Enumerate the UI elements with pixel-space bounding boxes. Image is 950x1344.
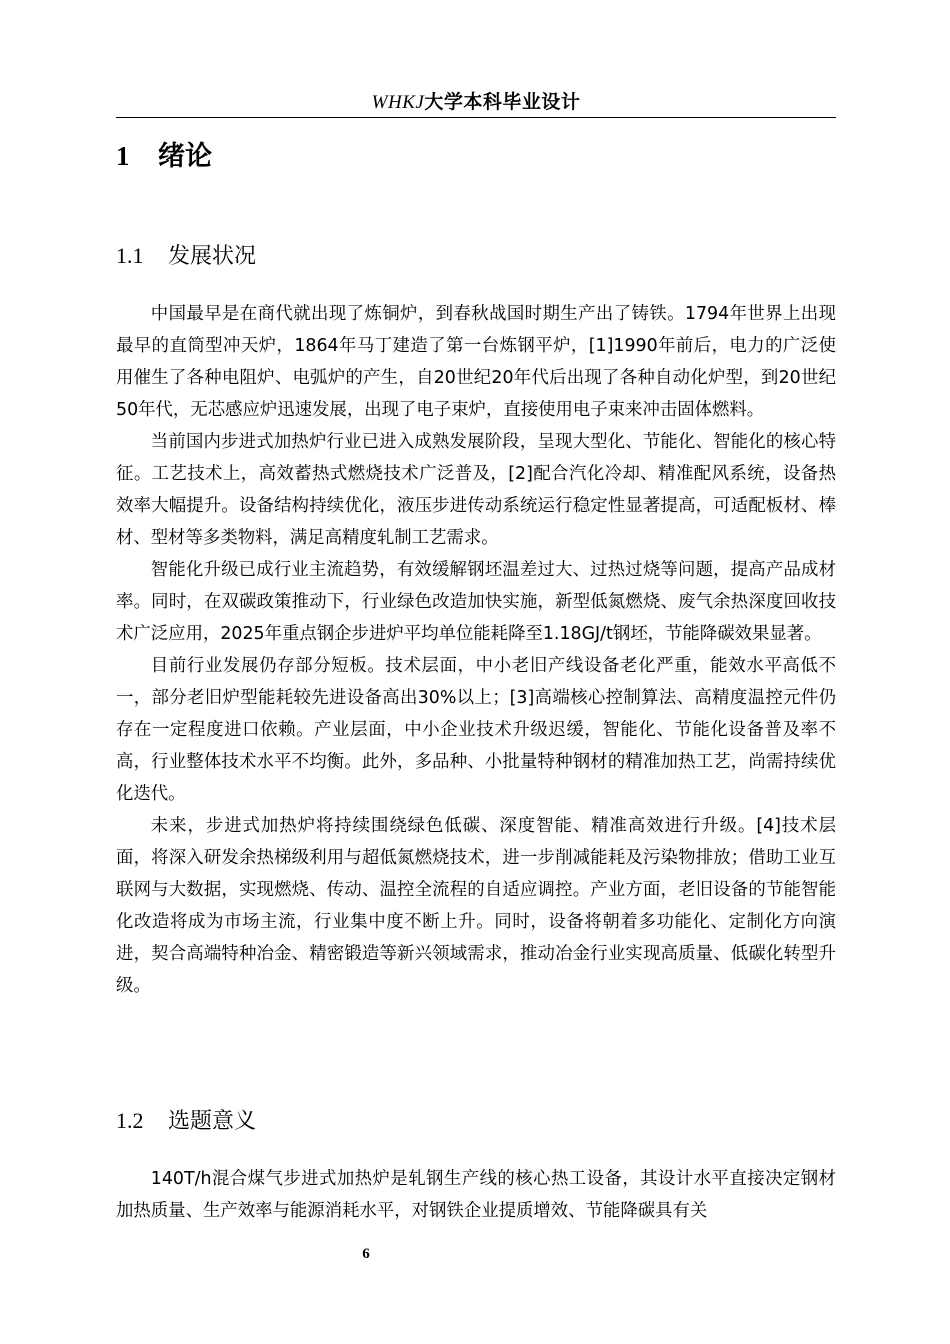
section-heading-1-2: [116, 1105, 836, 1138]
section-1-2-body: [116, 1163, 836, 1227]
section-1-1-body: [116, 298, 836, 1002]
header-title: 大学本科毕业设计: [424, 92, 581, 113]
paragraph: 中国最早是在商代就出现了炼铜炉，到春秋战国时期生产出了铸铁。1794年世界上出现最早的直筒型冲天炉，1864年马丁建造了第一台炼钢平炉，[1]1990年前后，电力的广泛使用催生了各种电阻炉、电弧炉的产生，自20世纪20年代后出现了各种自动化炉型，到20世纪50年代，无芯感应炉迅速发展，出现了电子束炉，直接使用电子束来冲击固体燃料。: [116, 304, 837, 420]
section-number: 1.2: [116, 1108, 144, 1133]
section-title: 选题意义: [168, 1109, 257, 1134]
section-heading-1-1: [116, 240, 836, 273]
paragraph: 未来，步进式加热炉将持续围绕绿色低碳、深度智能、精准高效进行升级。[4]技术层面，将深入研发余热梯级利用与超低氮燃烧技术，进一步削减能耗及污染物排放；借助工业互联网与大数据，实现燃烧、传动、温控全流程的自适应调控。产业方面，老旧设备的节能智能化改造将成为市场主流，行业集中度不断上升。同时，设备将朝着多功能化、定制化方向演进，契合高端特种冶金、精密锻造等新兴领域需求，推动冶金行业实现高质量、低碳化转型升级。: [116, 816, 836, 996]
header-rule: [116, 117, 836, 118]
paragraph: 当前国内步进式加热炉行业已进入成熟发展阶段，呈现大型化、节能化、智能化的核心特征。工艺技术上，高效蓄热式燃烧技术广泛普及，[2]配合汽化冷却、精准配风系统，设备热效率大幅提升。设备结构持续优化，液压步进传动系统运行稳定性显著提高，可适配板材、棒材、型材等多类物料，满足高精度轧制工艺需求。: [116, 432, 836, 548]
chapter-title: 绪论: [158, 141, 212, 172]
section-title: 发展状况: [168, 244, 257, 269]
chapter-heading: [116, 137, 836, 176]
page-number: 6: [362, 1246, 370, 1262]
chapter-number: 1: [116, 141, 130, 171]
header-latin-text: WHKJ: [371, 92, 425, 113]
section-number: 1.1: [116, 243, 144, 268]
paragraph: 智能化升级已成行业主流趋势，有效缓解钢坯温差过大、过热过烧等问题，提高产品成材率。同时，在双碳政策推动下，行业绿色改造加快实施，新型低氮燃烧、废气余热深度回收技术广泛应用，2025年重点钢企步进炉平均单位能耗降至1.18GJ/t钢坯，节能降碳效果显著。: [116, 560, 836, 644]
paragraph: 目前行业发展仍存部分短板。技术层面，中小老旧产线设备老化严重，能效水平高低不一，部分老旧炉型能耗较先进设备高出30%以上；[3]高端核心控制算法、高精度温控元件仍存在一定程度进口依赖。产业层面，中小企业技术升级迟缓，智能化、节能化设备普及率不高，行业整体技术水平不均衡。此外，多品种、小批量特种钢材的精准加热工艺，尚需持续优化迭代。: [116, 656, 836, 804]
running-header: [116, 88, 836, 118]
paragraph: 140T/h混合煤气步进式加热炉是轧钢生产线的核心热工设备，其设计水平直接决定钢材加热质量、生产效率与能源消耗水平，对钢铁企业提质增效、节能降碳具有关: [116, 1169, 836, 1221]
